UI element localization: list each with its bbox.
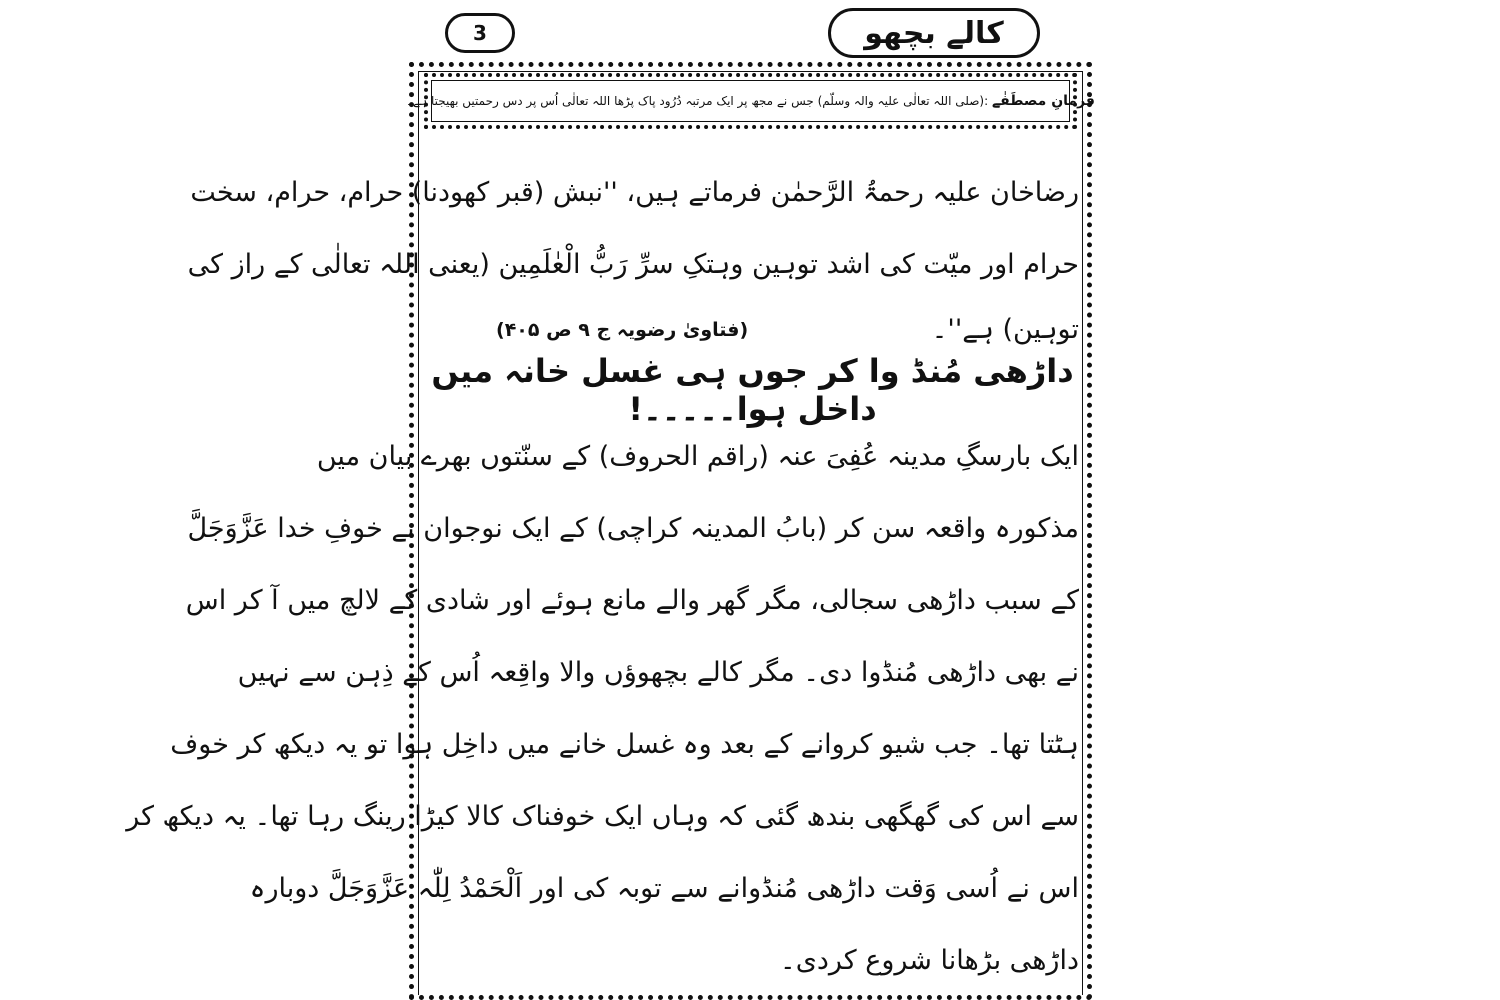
paragraph-line-1 (316, 421, 1079, 493)
text-line-2-content: حرام اور میّت کی اشد توہین وہتکِ سرِّ رَبُّ الْعٰلَمِین (یعنی اللہ تعالٰی کے راز کی (187, 248, 1079, 280)
paragraph-line-3-content: کے سبب داڑھی سجالی، مگر گھر والے مانع ہوئے اور شادی کے لالچ میں آ کر اس (185, 584, 1079, 616)
text-line-3-content: توہین) ہے''۔ (931, 313, 1079, 345)
section-heading: داڑھی مُنڈ وا کر جوں ہی غسل خانہ میں داخل ہوا۔۔۔۔۔! (431, 351, 1074, 428)
fatawa-reference: (فتاویٰ رضویہ ج ۹ ص ۴۰۵) (496, 318, 749, 341)
paragraph-line-2-content: مذکورہ واقعہ سن کر (بابُ المدینہ کراچی) کے ایک نوجوان نے خوفِ خدا عَزَّوَجَلَّ (187, 512, 1079, 544)
book-title: کالے بچھو (828, 8, 1040, 58)
paragraph-line-7-content: اس نے اُسی وَقت داڑھی مُنڈوانے سے توبہ کی اور اَلْحَمْدُ لِلّٰہ عَزَّوَجَلَّ دوبارہ (249, 872, 1079, 904)
paragraph-line-7 (249, 853, 1079, 925)
paragraph-line-3 (185, 565, 1079, 637)
farman-text (398, 93, 1103, 109)
farman-body: :(صلی اللہ تعالٰی علیہ والہ وسلّم) جس نے مجھ پر ایک مرتبہ دُرُود پاک پڑھا اللہ تعالٰی اُس پر دس رحمتیں بھیجتا ہے۔ (406, 94, 989, 108)
text-line-1-content: رضاخان علیہ رحمۃُ الرَّحمٰن فرماتے ہیں، ''نبش (قبر کھودنا) حرام، حرام، سخت (190, 176, 1079, 208)
text-line-1 (190, 157, 1079, 229)
farman-label: فرمانِ مصطَفٰے (991, 93, 1095, 109)
page-number: 3 (445, 13, 515, 53)
paragraph-line-4 (237, 637, 1079, 709)
paragraph-line-6 (126, 781, 1079, 853)
paragraph-line-5 (170, 709, 1079, 781)
paragraph-line-2 (187, 493, 1079, 565)
paragraph-line-4-content: نے بھی داڑھی مُنڈوا دی۔ مگر کالے بچھوؤں والا واقِعہ اُس کے ذِہن سے نہیں (237, 656, 1079, 688)
paragraph-line-6-content: سے اس کی گھگھی بندھ گئی کہ وہاں ایک خوفناک کالا کیڑا رینگ رہا تھا۔ یہ دیکھ کر (126, 800, 1079, 832)
paragraph-line-5-content: ہٹتا تھا۔ جب شیو کروانے کے بعد وہ غسل خانے میں داخِل ہوا تو یہ دیکھ کر خوف (170, 728, 1079, 760)
text-line-2 (187, 229, 1079, 301)
page-frame (126, 62, 1095, 1000)
paragraph-line-8-content: داڑھی بڑھانا شروع کردی۔ (779, 944, 1079, 976)
text-line-3 (426, 301, 1079, 359)
body-text (126, 157, 1079, 997)
paragraph-line-1-content: ایک بارسگِ مدینہ عُفِیَ عنہ (راقم الحروف) کے سنّتوں بھرے بیان میں (316, 440, 1079, 472)
farman-banner (406, 73, 1095, 129)
paragraph-line-8 (426, 925, 1079, 997)
